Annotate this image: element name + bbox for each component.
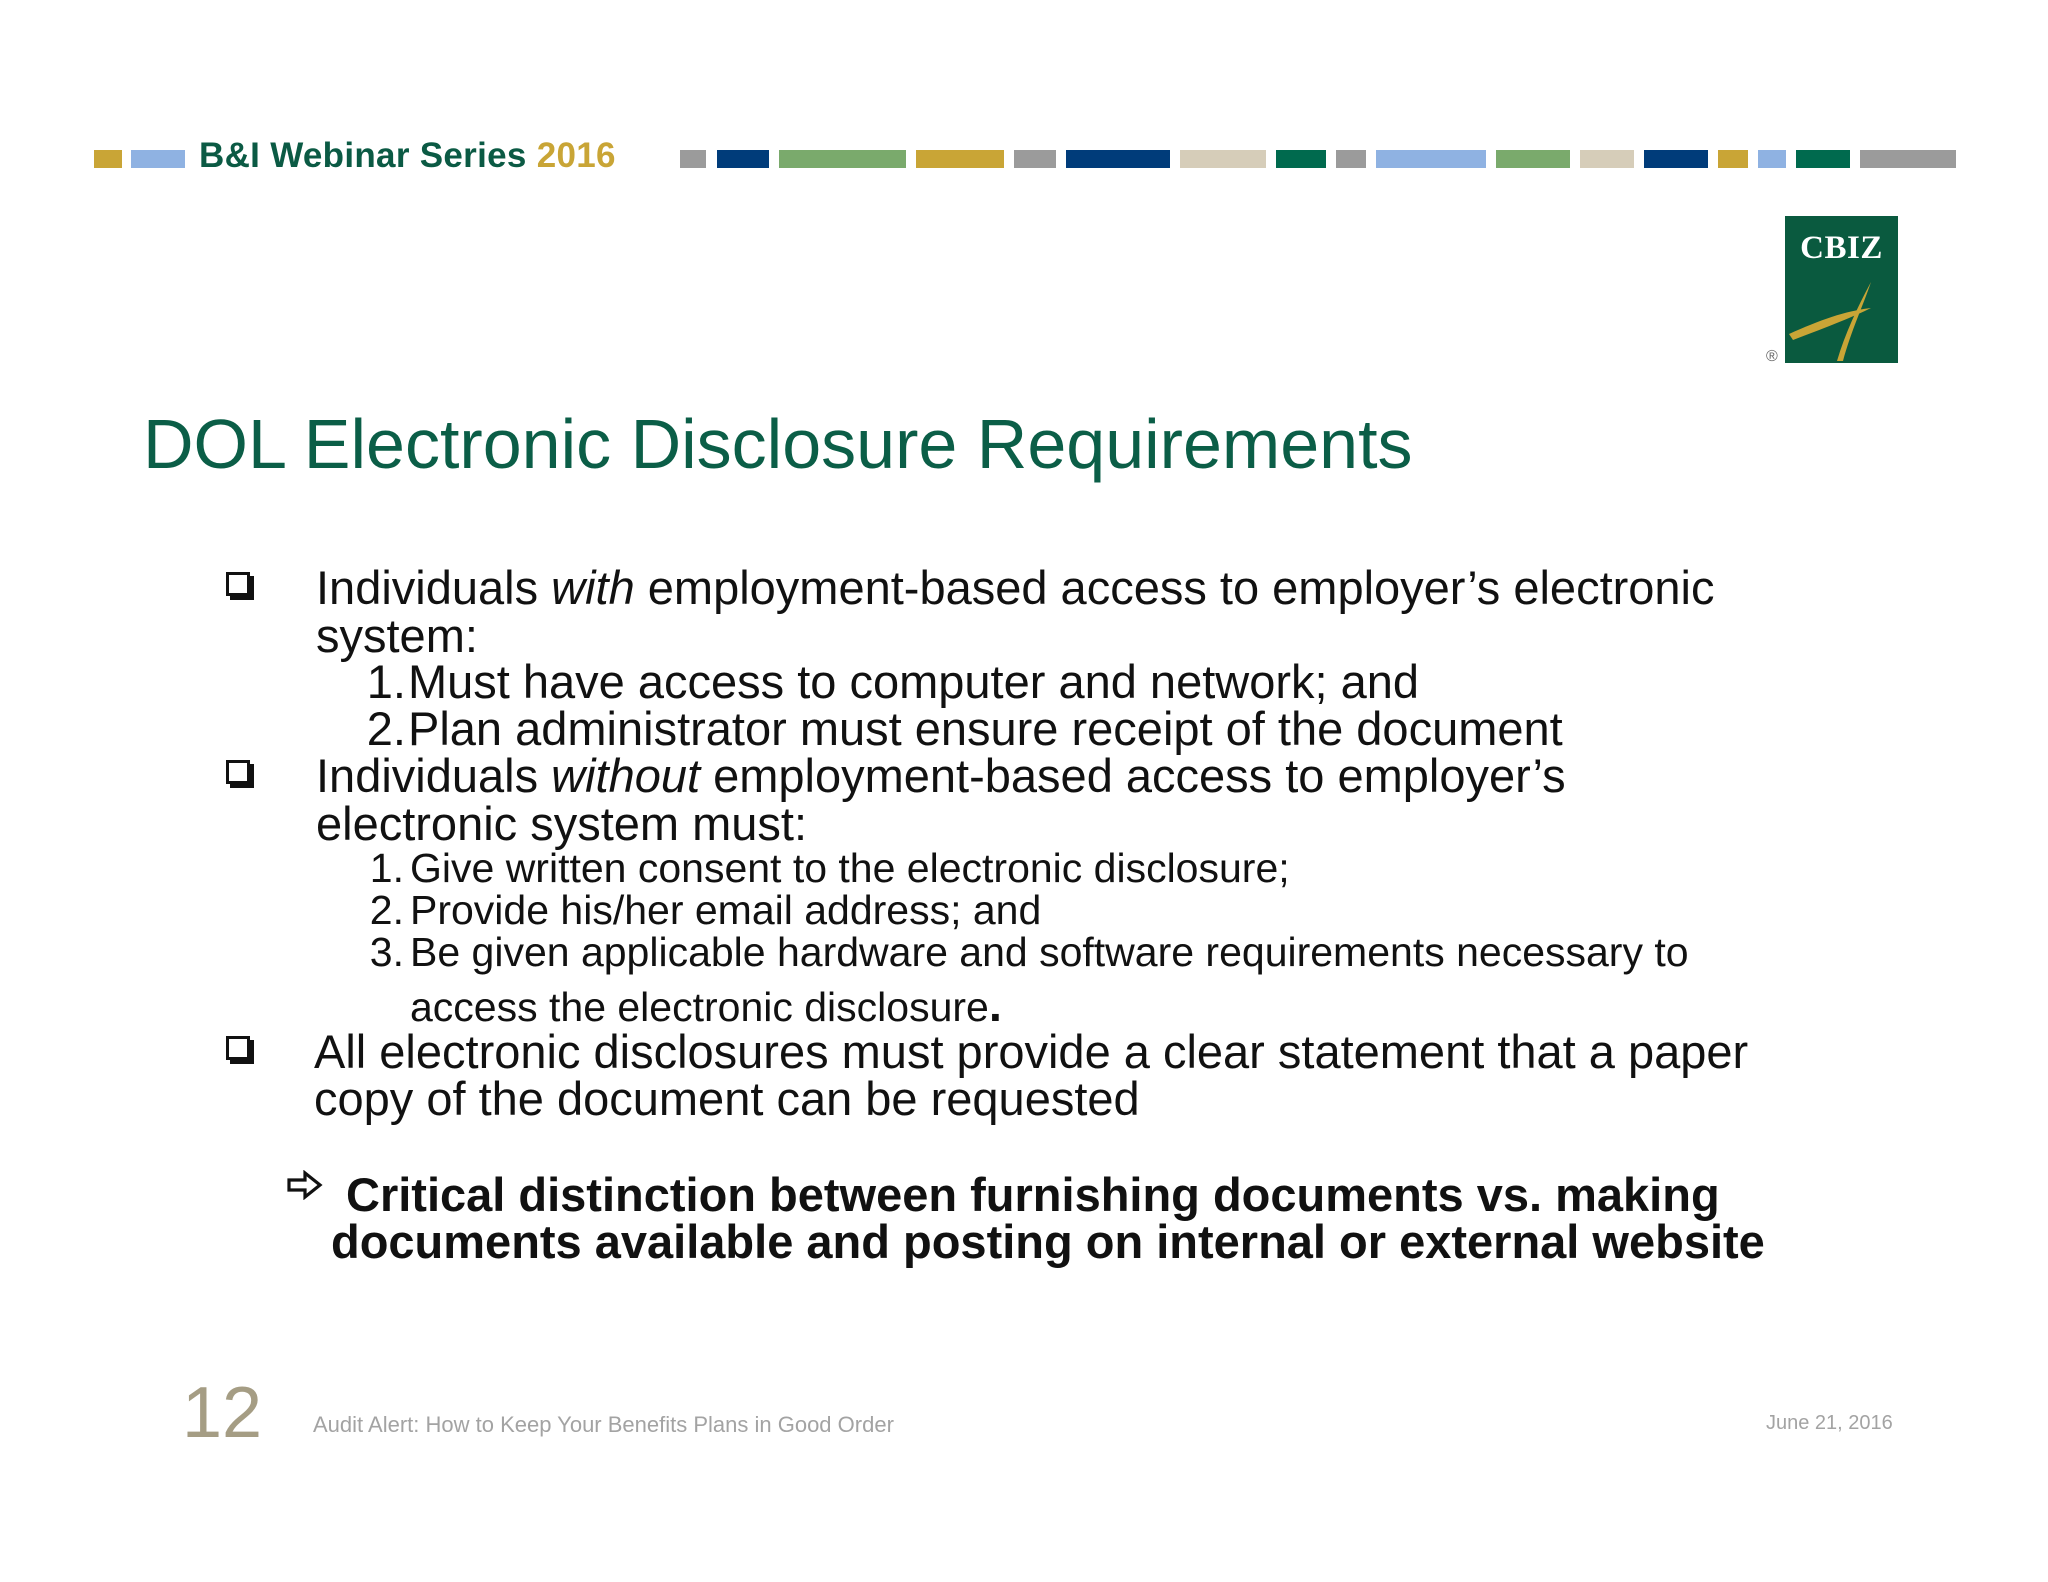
series-title-text: B&I Webinar Series	[199, 136, 527, 175]
bar-segment	[1376, 150, 1486, 168]
bar-segment	[1336, 150, 1366, 168]
bullet-2-text-pre: Individuals	[316, 749, 552, 802]
bullet-checkbox-icon	[226, 572, 250, 596]
list-item-continuation-text: access the electronic disclosure	[410, 984, 989, 1030]
list-item-period: .	[988, 978, 1002, 1031]
series-year: 2016	[536, 136, 616, 175]
logo-swoosh-icon	[1785, 216, 1898, 363]
bar-segment	[1014, 150, 1056, 168]
series-title	[199, 136, 616, 176]
bullet-1-text-em: with	[551, 561, 635, 614]
bullet-3-line-2: copy of the document can be requested	[314, 1072, 1140, 1125]
bullet-1-text-post: employment-based access to employer’s electronic	[634, 561, 1715, 614]
page-number: 12	[182, 1373, 263, 1453]
bullet-1-line-2: system:	[316, 609, 478, 662]
bar-segment	[680, 150, 706, 168]
bar-segment	[131, 150, 185, 168]
list-item: Give written consent to the electronic disclosure;	[410, 845, 1290, 891]
list-number: 3.	[369, 929, 404, 975]
bar-segment	[1758, 150, 1786, 168]
list-number: 1.	[369, 845, 404, 891]
bar-segment	[779, 150, 906, 168]
bullet-3-line-1: All electronic disclosures must provide a clear statement that a paper	[314, 1025, 1749, 1078]
list-number: 2.	[369, 887, 404, 933]
cbiz-logo	[1785, 216, 1898, 363]
bullet-checkbox-icon	[226, 760, 250, 784]
list-item: Provide his/her email address; and	[410, 887, 1042, 933]
bullet-2-text-em: without	[551, 749, 701, 802]
critical-note-line-2: documents available and posting on internal or external website	[331, 1215, 1765, 1268]
bullet-1-line-1	[316, 561, 1715, 614]
bullet-2-line-1	[316, 749, 1566, 802]
bullet-1-text-pre: Individuals	[316, 561, 552, 614]
bar-segment	[1580, 150, 1634, 168]
bar-segment	[1644, 150, 1708, 168]
list-item-continuation	[410, 978, 1002, 1031]
list-item: Be given applicable hardware and software requirements necessary to	[410, 929, 1689, 975]
list-item: Must have access to computer and network; and	[408, 655, 1420, 708]
bullet-2-text-post: employment-based access to employer’s	[700, 749, 1566, 802]
bar-segment	[1860, 150, 1956, 168]
bar-segment	[717, 150, 769, 168]
logo-text: CBIZ	[1800, 230, 1883, 266]
bullet-checkbox-icon	[226, 1036, 250, 1060]
footer-date: June 21, 2016	[1766, 1412, 1893, 1434]
bar-segment	[94, 150, 122, 168]
bar-segment	[1066, 150, 1170, 168]
list-number: 1.	[366, 655, 406, 708]
page-title: DOL Electronic Disclosure Requirements	[143, 405, 1413, 483]
footer-presentation-title: Audit Alert: How to Keep Your Benefits Plans in Good Order	[313, 1412, 894, 1437]
arrow-right-icon	[287, 1170, 323, 1200]
bar-segment	[1496, 150, 1570, 168]
bullet-2-line-2: electronic system must:	[316, 797, 808, 850]
bar-segment	[1718, 150, 1748, 168]
registered-mark: ®	[1766, 348, 1778, 365]
bar-segment	[1276, 150, 1326, 168]
critical-note-line-1: Critical distinction between furnishing documents vs. making	[346, 1168, 1720, 1221]
bar-segment	[916, 150, 1004, 168]
list-number: 2.	[366, 702, 406, 755]
bar-segment	[1180, 150, 1266, 168]
list-item: Plan administrator must ensure receipt of the document	[408, 702, 1563, 755]
bar-segment	[1796, 150, 1850, 168]
